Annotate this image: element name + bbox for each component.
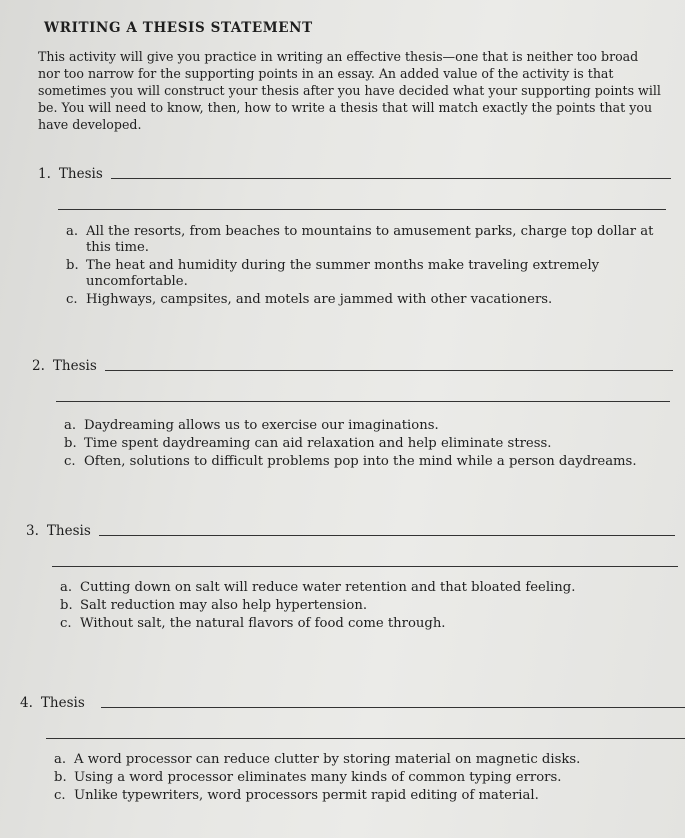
thesis-prompt — [38, 166, 671, 182]
thesis-prompt — [26, 523, 675, 539]
exercise-number: 1. — [38, 166, 51, 182]
exercise-number: 3. — [26, 523, 39, 539]
item-text: The heat and humidity during the summer months make traveling extremely uncomfortable. — [86, 258, 600, 289]
item-text: Unlike typewriters, word processors permit rapid editing of material. — [74, 788, 539, 803]
item-text: All the resorts, from beaches to mountains to amusement parks, charge top dollar at this time. — [86, 224, 654, 255]
thesis-answer-line-2[interactable] — [56, 400, 670, 402]
thesis-label: Thesis — [40, 695, 85, 711]
thesis-label: Thesis — [58, 166, 103, 182]
item-letter: b. — [64, 436, 77, 451]
item-text: Without salt, the natural flavors of food come through. — [80, 616, 446, 631]
exercise-number: 4. — [20, 695, 33, 711]
item-text: A word processor can reduce clutter by storing material on magnetic disks. — [74, 752, 581, 767]
list-item — [54, 770, 674, 786]
thesis-answer-line-2[interactable] — [46, 737, 685, 739]
list-item — [60, 598, 670, 614]
supporting-points — [66, 224, 658, 310]
thesis-answer-line-2[interactable] — [58, 208, 666, 210]
page-title: WRITING A THESIS STATEMENT — [44, 20, 313, 36]
item-letter: c. — [54, 788, 66, 803]
item-text: Highways, campsites, and motels are jammed with other vacationers. — [86, 292, 553, 307]
exercise-number: 2. — [32, 358, 45, 374]
thesis-answer-line[interactable] — [105, 369, 673, 371]
item-letter: a. — [60, 580, 73, 595]
item-letter: a. — [64, 418, 77, 433]
list-item — [66, 292, 658, 308]
item-letter: b. — [60, 598, 73, 613]
list-item — [54, 788, 674, 804]
thesis-answer-line[interactable] — [99, 534, 675, 536]
supporting-points — [54, 752, 674, 806]
thesis-answer-line[interactable] — [111, 177, 671, 179]
list-item — [64, 454, 664, 470]
item-text: Salt reduction may also help hypertension. — [80, 598, 368, 613]
item-text: Often, solutions to difficult problems pop into the mind while a person daydreams. — [84, 454, 637, 469]
list-item — [60, 616, 670, 632]
thesis-prompt — [20, 695, 685, 711]
item-letter: a. — [54, 752, 67, 767]
list-item — [60, 580, 670, 596]
item-text: Cutting down on salt will reduce water retention and that bloated feeling. — [80, 580, 576, 595]
item-letter: c. — [64, 454, 76, 469]
item-letter: a. — [66, 224, 79, 239]
item-letter: c. — [60, 616, 72, 631]
thesis-label: Thesis — [46, 523, 91, 539]
item-text: Time spent daydreaming can aid relaxation and help eliminate stress. — [84, 436, 552, 451]
thesis-answer-line[interactable] — [101, 706, 685, 708]
item-text: Daydreaming allows us to exercise our imaginations. — [84, 418, 439, 433]
list-item — [64, 418, 664, 434]
thesis-label: Thesis — [52, 358, 97, 374]
intro-paragraph: This activity will give you practice in writing an effective thesis—one that is neither too broad nor too narrow for the supporting points in an essay. An added value of the activity is that sometimes you will construct your thesis after you have decided what your supporting points will be. You will need to know, then, how to write a thesis that will match exactly the points that you have developed. — [38, 49, 661, 132]
item-text: Using a word processor eliminates many kinds of common typing errors. — [74, 770, 562, 785]
item-letter: b. — [66, 258, 79, 273]
list-item — [66, 224, 658, 256]
item-letter: b. — [54, 770, 67, 785]
supporting-points — [64, 418, 664, 472]
list-item — [54, 752, 674, 768]
thesis-answer-line-2[interactable] — [52, 565, 678, 567]
list-item — [66, 258, 658, 290]
item-letter: c. — [66, 292, 78, 307]
list-item — [64, 436, 664, 452]
thesis-prompt — [32, 358, 673, 374]
supporting-points — [60, 580, 670, 634]
